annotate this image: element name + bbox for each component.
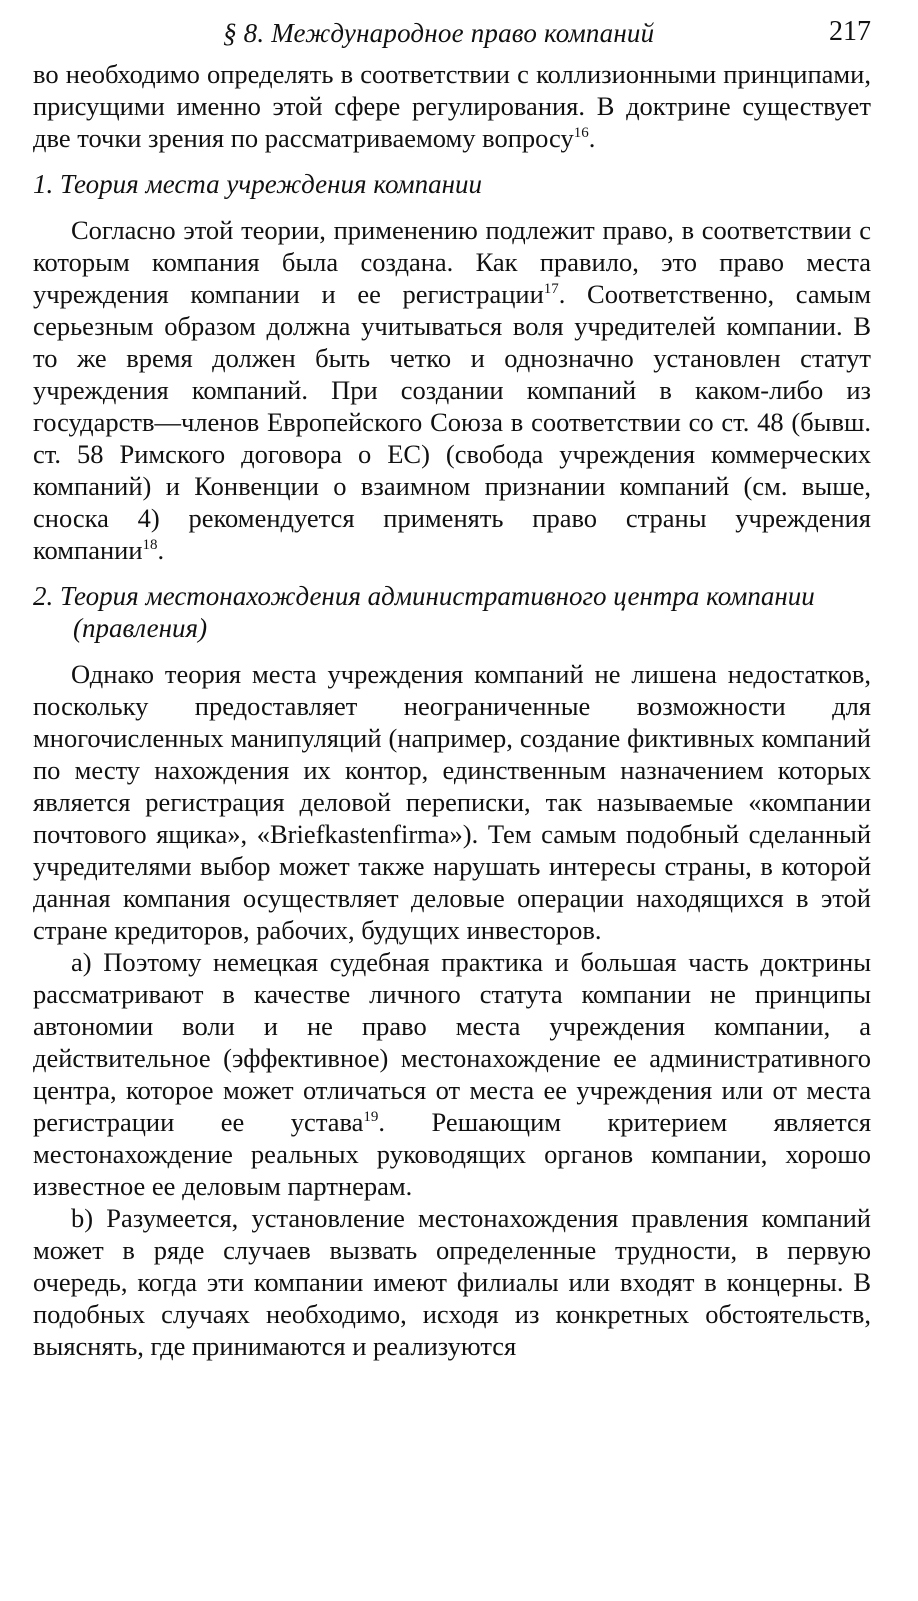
paragraph-text: . Решающим критерием является местонахождение реальных руководящих органов компании, хорошо известное ее деловым партнерам. [33,1107,872,1201]
paragraph-text: Согласно этой теории, применению подлежит право, в соответствии с которым компания была создана. Как правило, это право места учреждения компании и ее регистрации [33,215,871,309]
page-header [33,14,871,58]
section-heading-2: 2. Теория местонахождения административного центра компании (правления) [33,581,815,643]
paragraph-tail: . [588,123,596,153]
footnote-ref-18: 18 [142,537,158,554]
paragraph-tail: . [157,535,165,565]
running-title: § 8. Международное право компаний [223,18,655,48]
paragraph-text: во необходимо определять в соответствии с коллизионными принципами, присущими именно этой сфере регулирования. В доктрине существует две точки зрения по рассматриваемому вопросу [33,59,871,153]
page-number: 217 [829,16,871,47]
book-page [33,14,871,1362]
footnote-ref-19: 19 [363,1109,379,1126]
section-heading-1: 1. Теория места учреждения компании [33,169,483,199]
paragraph-text: а) Поэтому немецкая судебная практика и большая часть доктрины рассматривают в качестве личного статута компании не принципы автономии воли и не право места учреждения компании, а действительное (эффективное) местонахождение ее административного центра, которое может отличаться от места ее учреждения или от места регистрации ее устава [33,947,871,1137]
paragraph-incorporation-theory [33,214,871,566]
footnote-ref-17: 17 [543,281,559,298]
paragraph-a [33,946,871,1202]
paragraph-text: . Соответственно, самым серьезным образом должна учитываться воля учредителей компании. В то же время должен быть четко и однозначно установлен статут учреждения компаний. При создании компаний в каком-либо из государств—членов Европейского Союза в соответствии со ст. 48 (бывш. ст. 58 Римского договора о ЕС) (свобода учреждения коммерческих компаний) и Конвенции о взаимном признании компаний (см. выше, сноска 4) рекомендуется применять право страны учреждения компании [33,279,871,565]
paragraph-shortcomings: Однако теория места учреждения компаний не лишена недостатков, поскольку предоставляет неограниченные возможности для многочисленных манипуляций (например, создание фиктивных компаний по месту нахождения их контор, единственным назначением которых является регистрация деловой переписки, так называемые «компании почтового ящика», «Briefkastenfirma»). Тем самым подобный сделанный учредителями выбор может также нарушать интересы страны, в которой данная компания осуществляет деловые операции находящихся в этой стране кредиторов, рабочих, будущих инвесторов. [33,659,871,945]
paragraph-continuation [33,58,871,154]
paragraph-b: b) Разумеется, установление местонахождения правления компаний может в ряде случаев вызвать определенные трудности, в первую очередь, когда эти компании имеют филиалы или входят в концерны. В подобных случаях необходимо, исходя из конкретных обстоятельств, выяснять, где принимаются и реализуются [33,1203,871,1361]
footnote-ref-16: 16 [573,125,589,142]
